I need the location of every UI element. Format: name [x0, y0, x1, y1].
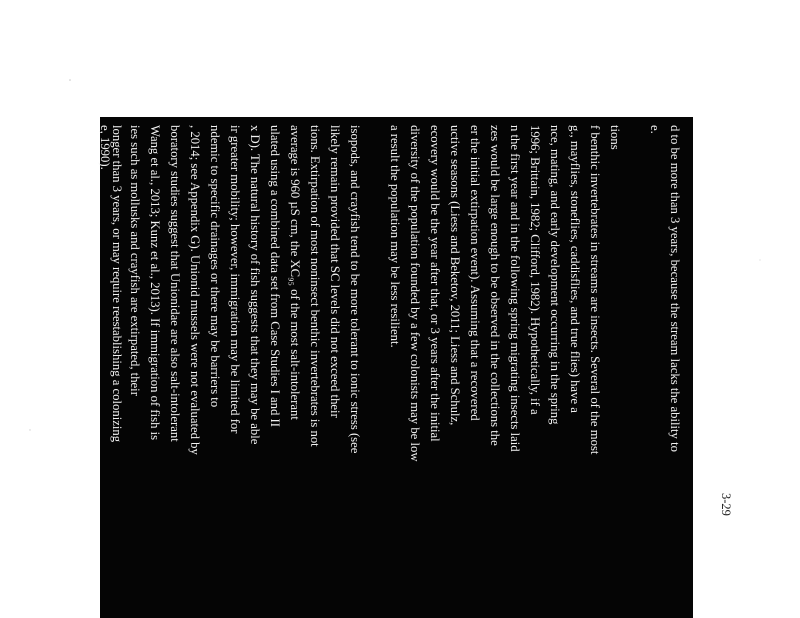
text-line: zes would be large enough to be observed in the collections the: [488, 125, 502, 446]
text-line: uctive seasons (Liess and Beketov, 2011; Liess and Schulz,: [448, 125, 462, 426]
text-line: boratory studies suggest that Unionidae are also salt-intolerant: [168, 125, 182, 442]
text-line: nce, mating, and early development occurring in the spring: [548, 125, 562, 425]
text-line: ir greater mobility; however, immigration may be limited for: [228, 125, 242, 434]
text-line: er the initial extirpation event). Assuming that a recovered: [468, 125, 482, 421]
text-line: average is 960 µS cm, the XC₉₅ of the most salt-intolerant: [288, 125, 302, 420]
text-line: d to be more than 3 years, because the stream lacks the ability to: [668, 125, 682, 452]
page-number-text: 3-29: [719, 493, 733, 516]
text-line: isopods, and crayfish tend to be more tolerant to ionic stress (see: [348, 125, 362, 454]
text-line: , 2014; see Appendix G). Unionid mussels were not evaluated by: [188, 125, 202, 455]
text-line: ndemic to specific drainages or there may be barriers to: [208, 125, 222, 408]
text-line: e, 1990).: [98, 125, 112, 170]
text-line: ies such as mollusks and crayfish are extirpated, their: [128, 125, 142, 396]
text-line: n the first year and in the following spring migrating insects laid: [508, 125, 522, 452]
text-line: likely remain provided that SC levels did not exceed their: [328, 125, 342, 418]
text-line: x D). The natural history of fish suggests that they may be able: [248, 125, 262, 445]
text-line: diversity of the population founded by a few colonists may be low: [408, 125, 422, 462]
text-line: a result the population may be less resilient.: [388, 125, 402, 348]
text-line: e.: [648, 125, 662, 134]
text-line: longer than 3 years, or may require reestablishing a colonizing: [110, 125, 124, 443]
text-line: tions. Extirpation of most noninsect benthic invertebrates is not: [308, 125, 322, 447]
text-line: Wang et al., 2013; Kunz et al., 2013). If immigration of fish is: [148, 125, 162, 441]
text-line: 1996; Brittain, 1982; Clifford, 1982). Hypothetically, if a: [528, 125, 542, 415]
text-line: ecovery would be the year after that, or 3 years after the initial: [428, 125, 442, 442]
text-line: f benthic invertebrates in streams are insects. Several of the most: [588, 125, 602, 455]
text-line: ulated using a combined data set from Case Studies I and II: [268, 125, 282, 427]
section-heading: tions: [608, 125, 622, 150]
text-line: g., mayflies, stoneflies, caddisflies, and true flies) have a: [568, 125, 582, 413]
